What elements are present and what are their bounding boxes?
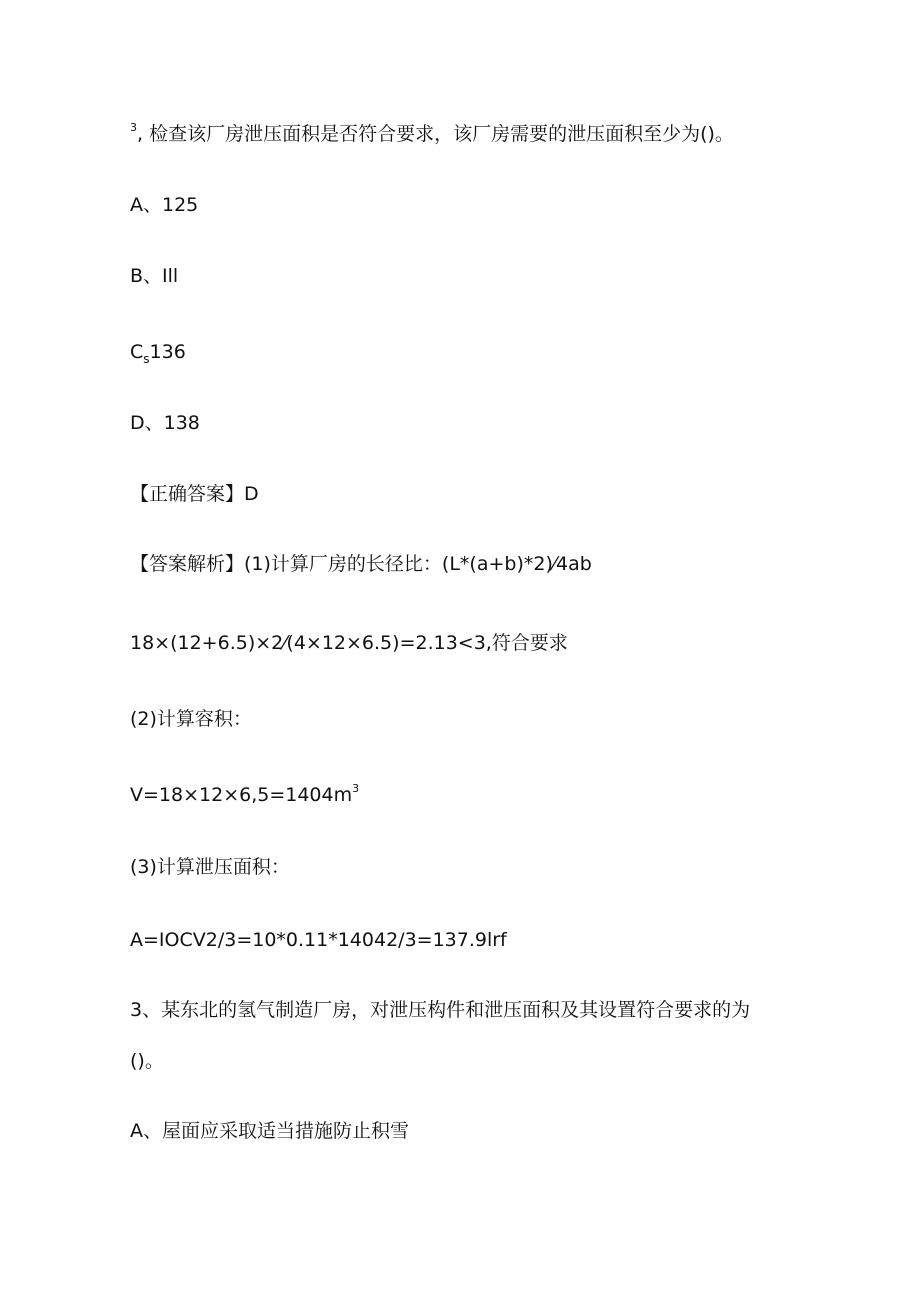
option-c-letter: C bbox=[130, 341, 144, 363]
analysis-step-3: (3)计算泄压面积： bbox=[130, 856, 290, 878]
question-text: , 检查该厂房泄压面积是否符合要求，该厂房需要的泄压面积至少为()。 bbox=[137, 123, 734, 145]
analysis-step-1: 【答案解析】(1)计算厂房的长径比：(L*(a+b)*2)⁄4ab bbox=[130, 553, 592, 575]
analysis-step-2-calculation bbox=[130, 783, 359, 810]
analysis-step-1-calculation: 18×(12+6.5)×2⁄(4×12×6.5)=2.13<3,符合要求 bbox=[130, 632, 568, 654]
option-c-subscript: s bbox=[143, 352, 150, 366]
option-c-value: 136 bbox=[149, 341, 186, 363]
question-number-superscript: 3 bbox=[130, 121, 137, 134]
next-question-stem-line-2: ()。 bbox=[130, 1050, 164, 1072]
next-question-stem-line-1: 3、某东北的氢气制造厂房，对泄压构件和泄压面积及其设置符合要求的为 bbox=[130, 999, 751, 1021]
analysis-step-2: (2)计算容积： bbox=[130, 708, 252, 730]
analysis-step-3-calculation: A=IOCV2/3=10*0.11*14042/3=137.9lrf bbox=[130, 929, 507, 951]
option-d: D、138 bbox=[130, 412, 200, 434]
volume-formula: V=18×12×6,5=1404m bbox=[130, 784, 353, 806]
option-c bbox=[130, 340, 186, 366]
correct-answer: 【正确答案】D bbox=[130, 483, 259, 505]
option-b: B、Ill bbox=[130, 265, 179, 287]
question-3-stem bbox=[130, 122, 734, 149]
option-a: A、125 bbox=[130, 194, 199, 216]
volume-unit-superscript: 3 bbox=[352, 782, 360, 795]
next-question-option-a: A、屋面应采取适当措施防止积雪 bbox=[130, 1120, 409, 1142]
